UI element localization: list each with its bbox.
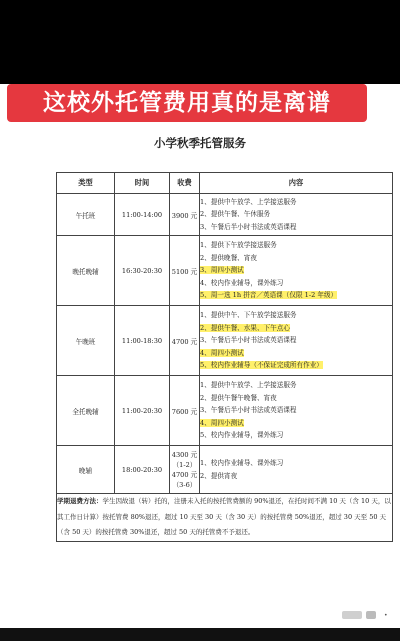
header-time: 时间 bbox=[115, 173, 170, 194]
highlighted-text: 3、周四小测试 bbox=[200, 266, 244, 275]
watermark-dot: • bbox=[384, 612, 388, 619]
fee-line: （3-6） bbox=[172, 480, 197, 489]
item-text: 2、提供宵夜 bbox=[200, 471, 238, 480]
row-type: 午托班 bbox=[57, 194, 115, 236]
content-item bbox=[200, 404, 392, 416]
top-black-bar bbox=[0, 0, 400, 84]
table-header-row bbox=[57, 173, 393, 194]
row-type: 晚辅 bbox=[57, 446, 115, 494]
row-type: 全托晚辅 bbox=[57, 376, 115, 446]
row-fee: 4700 元 bbox=[170, 306, 200, 376]
table-row bbox=[57, 446, 393, 494]
row-time: 18:00-20:30 bbox=[115, 446, 170, 494]
content-item bbox=[200, 221, 392, 233]
content-item bbox=[200, 417, 392, 429]
row-time: 11:00-18:30 bbox=[115, 306, 170, 376]
content-item bbox=[200, 429, 392, 441]
content-item bbox=[200, 309, 392, 321]
refund-label: 学期退费方法： bbox=[57, 497, 103, 505]
fee-line: 4300 元 bbox=[171, 450, 198, 459]
content-item bbox=[200, 347, 392, 359]
item-text: 4、校内作业辅导，课外练习 bbox=[200, 278, 284, 287]
content-item bbox=[200, 334, 392, 346]
row-content bbox=[200, 194, 393, 236]
item-text: 2、提供午餐、午休服务 bbox=[200, 210, 271, 219]
item-text: 2、提供晚餐、宵夜 bbox=[200, 253, 257, 262]
item-text: 1、校内作业辅导、课外练习 bbox=[200, 459, 284, 468]
highlighted-text: 4、周四小测试 bbox=[200, 418, 244, 427]
content-item bbox=[200, 322, 392, 334]
table-row bbox=[57, 194, 393, 236]
row-fee: 7600 元 bbox=[170, 376, 200, 446]
content-item bbox=[200, 359, 392, 371]
row-content bbox=[200, 376, 393, 446]
header-fee: 收费 bbox=[170, 173, 200, 194]
refund-policy bbox=[57, 494, 393, 542]
content-item bbox=[200, 252, 392, 264]
content-item bbox=[200, 239, 392, 251]
highlighted-text: 4、周四小测试 bbox=[200, 348, 244, 357]
header-content: 内容 bbox=[200, 173, 393, 194]
content-item bbox=[200, 277, 392, 289]
highlighted-text: 5、校内作业辅导（不保证完成所有作业） bbox=[200, 361, 323, 370]
row-content bbox=[200, 306, 393, 376]
content-item bbox=[200, 289, 392, 301]
row-time: 11:00-20:30 bbox=[115, 376, 170, 446]
row-content bbox=[200, 446, 393, 494]
item-text: 1、提供中午、下午放学接送服务 bbox=[200, 311, 297, 320]
content-item bbox=[200, 457, 392, 469]
table-row bbox=[57, 236, 393, 306]
item-text: 5、校内作业辅导，课外练习 bbox=[200, 431, 284, 440]
content-item bbox=[200, 379, 392, 391]
item-text: 1、提供中午放学、上学接送服务 bbox=[200, 197, 297, 206]
row-type: 午晚班 bbox=[57, 306, 115, 376]
watermark-blur bbox=[342, 611, 362, 619]
header-type: 类型 bbox=[57, 173, 115, 194]
highlighted-text: 5、周一选 1h 拼音／英语课（仅限 1-2 年级） bbox=[200, 291, 338, 300]
content-item bbox=[200, 264, 392, 276]
row-time: 11:00-14:00 bbox=[115, 194, 170, 236]
row-content bbox=[200, 236, 393, 306]
content-item bbox=[200, 470, 392, 482]
highlighted-text: 2、提供午餐、水果、下午点心 bbox=[200, 323, 290, 332]
item-text: 2、提供午餐午晚餐、宵夜 bbox=[200, 393, 277, 402]
bottom-black-bar bbox=[0, 628, 400, 641]
fee-line: （1-2） bbox=[172, 460, 197, 469]
schedule-table bbox=[56, 172, 393, 542]
table-row bbox=[57, 376, 393, 446]
row-fee: 3900 元 bbox=[170, 194, 200, 236]
document-title: 小学秋季托管服务 bbox=[154, 136, 246, 150]
item-text: 3、午餐后半小时书法或英语课程 bbox=[200, 336, 297, 345]
watermark-blur bbox=[366, 611, 376, 619]
content-item bbox=[200, 392, 392, 404]
content-item bbox=[200, 208, 392, 220]
fee-line: 4700 元 bbox=[171, 470, 198, 479]
row-fee bbox=[170, 446, 200, 494]
item-text: 1、提供下午放学接送服务 bbox=[200, 241, 277, 250]
item-text: 1、提供中午放学、上学接送服务 bbox=[200, 381, 297, 390]
headline-banner: 这校外托管费用真的是离谱 bbox=[7, 84, 367, 122]
content-item bbox=[200, 196, 392, 208]
row-fee: 5100 元 bbox=[170, 236, 200, 306]
refund-text: 学生因故退（转）托的，注册未入托的按托管费额的 90%退还，在托时间不满 10 天（含 10 天，以其工作日计算）按托管费 80%退还，超过 10 天至 30 天（含 30 天）的按托管费 50%退还，超过 30 天至 50 天（含 50 天）的按托管费 30%退还，超过 50 天的托管费不予退还。 bbox=[57, 497, 391, 536]
refund-row bbox=[57, 494, 393, 542]
table-row bbox=[57, 306, 393, 376]
item-text: 3、午餐后半小时书法或英语课程 bbox=[200, 406, 297, 415]
row-time: 16:30-20:30 bbox=[115, 236, 170, 306]
item-text: 3、午餐后半小时书法或英语课程 bbox=[200, 222, 297, 231]
row-type: 晚托晚辅 bbox=[57, 236, 115, 306]
